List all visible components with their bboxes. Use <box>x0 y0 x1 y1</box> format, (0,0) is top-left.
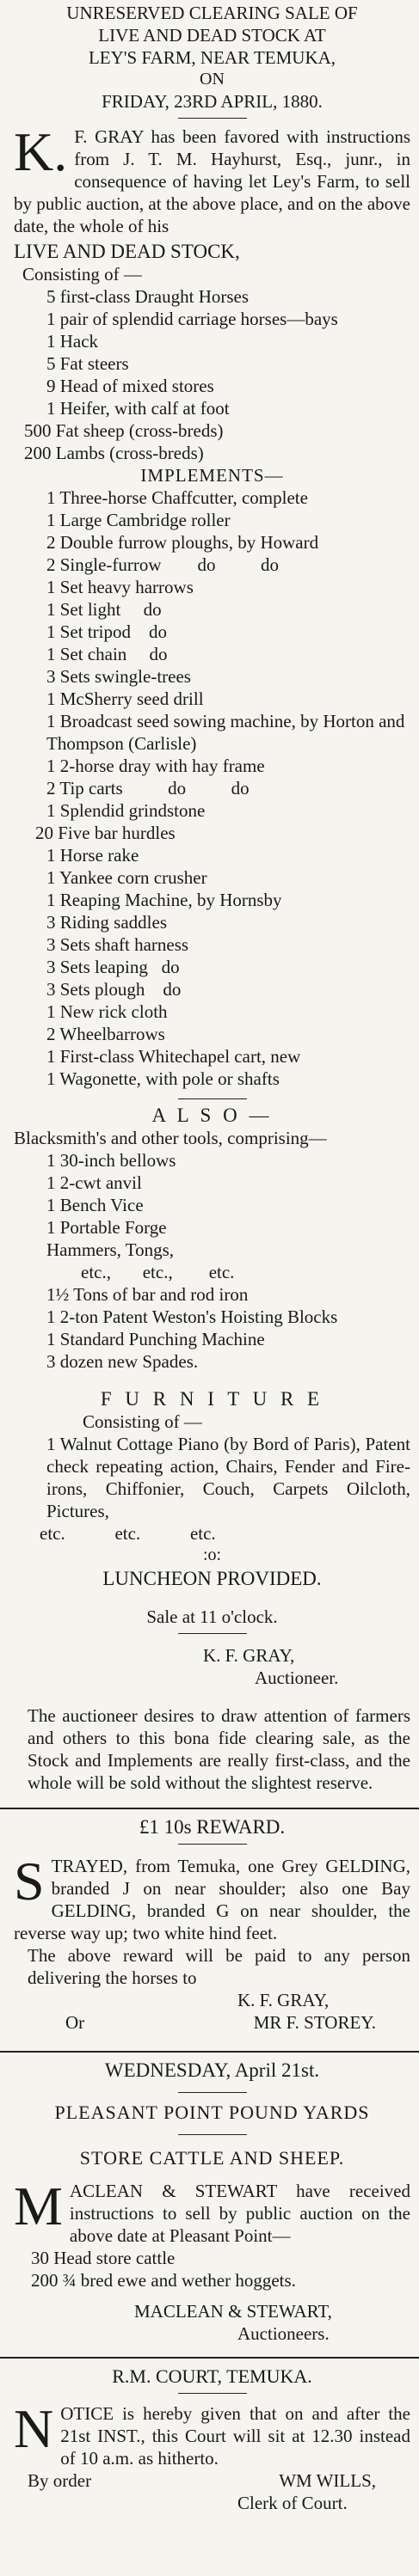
list-item: 1 Large Cambridge roller <box>46 510 231 530</box>
reward-title: £1 10s REWARD. <box>139 1816 286 1838</box>
sale-date: FRIDAY, 23RD APRIL, 1880. <box>102 91 323 112</box>
list-item: 5 first-class Draught Horses <box>46 286 250 307</box>
list-item: 3 Sets leaping do <box>46 957 180 977</box>
list-item: 1 2-cwt anvil <box>46 1172 142 1193</box>
list-item: Hammers, Tongs, <box>46 1239 175 1260</box>
list-item: 1 First-class Whitechapel cart, new <box>46 1046 301 1067</box>
also-intro: Blacksmith's and other tools, comprising— <box>14 1128 327 1148</box>
list-item: 9 Head of mixed stores <box>46 376 214 396</box>
pound-firm: MACLEAN & STEWART, <box>134 2301 332 2322</box>
list-item: 2 Single-furrow do do <box>46 554 280 575</box>
list-item: 1 Hack <box>46 331 99 352</box>
court-signer: WM WILLS, <box>279 2470 376 2491</box>
pound-firm-title: Auctioneers. <box>237 2323 330 2344</box>
list-item: 200 ¾ bred ewe and wether hoggets. <box>31 2270 296 2291</box>
divider <box>178 1844 247 1845</box>
furniture-text: 1 Walnut Cottage Piano (by Bord of Paris), Patent check repeating action, Chairs, Fender and Fire-irons, Chiffonier, Couch, Carpets Oilcloth, Pictures, <box>46 1434 410 1521</box>
pound-date: WEDNESDAY, April 21st. <box>104 2059 320 2081</box>
list-item: etc., etc., etc. <box>81 1262 235 1282</box>
list-item: 5 Fat steers <box>46 353 129 374</box>
list-item: 1 Set heavy harrows <box>46 577 194 597</box>
list-item: 1 Wagonette, with pole or shafts <box>46 1068 280 1089</box>
implements-list <box>14 486 410 1090</box>
list-item: 1 2-ton Patent Weston's Hoisting Blocks <box>46 1306 338 1327</box>
list-item: 1 Set chain do <box>46 644 168 664</box>
sale-header-line-1: UNRESERVED CLEARING SALE OF <box>66 3 358 23</box>
ad-separator <box>0 2051 419 2053</box>
court-text: OTICE is hereby given that on and after the 21st INST., this Court will sit at 12.30 instead of 10 a.m. as hitherto. <box>60 2403 410 2469</box>
contact-name-1: K. F. GRAY, <box>237 1990 330 2010</box>
list-item: 1 Three-horse Chaffcutter, complete <box>46 487 308 508</box>
pound-text: ACLEAN & STEWART have received instructions to sell by public auction on the above date at Pleasant Point— <box>69 2181 410 2246</box>
list-item: 1 Yankee corn crusher <box>46 867 207 888</box>
pound-items <box>14 2247 410 2291</box>
sale-header-on: ON <box>200 70 225 89</box>
list-item: 1 Portable Forge <box>46 1217 167 1238</box>
auctioneer-name: K. F. GRAY, <box>203 1645 295 1666</box>
list-item: 1 Reaping Machine, by Hornsby <box>46 890 282 910</box>
list-item: 1 McSherry seed drill <box>46 688 204 709</box>
drop-cap-n: N <box>14 2398 54 2459</box>
list-item: 1 Heifer, with calf at foot <box>46 398 230 419</box>
list-item: 2 Tip carts do do <box>46 778 250 798</box>
section-furniture: F U R N I T U R E <box>100 1388 324 1410</box>
list-item: 200 Lambs (cross-breds) <box>24 443 204 463</box>
divider <box>178 2134 247 2135</box>
intro-text: F. GRAY has been favored with instructions from J. T. M. Hayhurst, Esq., junr., in consequence of having let Ley's Farm, to sell by public auction, at the above place, and on the above date, the whole of his <box>14 126 410 236</box>
contact-name-2: MR F. STOREY. <box>253 2012 376 2033</box>
ad-separator <box>0 2357 419 2359</box>
furniture-consisting: Consisting of — <box>83 1411 202 1432</box>
list-item: 500 Fat sheep (cross-breds) <box>24 420 224 441</box>
luncheon-notice: LUNCHEON PROVIDED. <box>102 1568 322 1589</box>
list-item: 1½ Tons of bar and rod iron <box>46 1284 249 1305</box>
list-item: 1 Bench Vice <box>46 1195 144 1215</box>
reward-text-2: The above reward will be paid to any person delivering the horses to <box>28 1945 410 1988</box>
pound-title: STORE CATTLE AND SHEEP. <box>79 2147 345 2169</box>
list-item: 3 Sets plough do <box>46 979 182 1000</box>
divider <box>178 2393 247 2394</box>
reward-paragraph <box>14 1851 410 1944</box>
court-notice-ad <box>0 2365 419 2514</box>
list-item: 3 dozen new Spades. <box>46 1351 199 1372</box>
pound-place: PLEASANT POINT POUND YARDS <box>54 2102 370 2123</box>
section-implements: IMPLEMENTS— <box>140 465 284 486</box>
list-item: 1 2-horse dray with hay frame <box>46 756 265 776</box>
list-item: 3 Sets swingle-trees <box>46 666 191 687</box>
court-paragraph <box>14 2398 410 2469</box>
divider <box>178 1098 247 1099</box>
furniture-etc: etc. etc. etc. <box>40 1523 216 1544</box>
list-item: 1 Standard Punching Machine <box>46 1329 265 1349</box>
list-item: 1 30-inch bellows <box>46 1150 176 1171</box>
reward-ad <box>0 1816 419 2034</box>
sale-time: Sale at 11 o'clock. <box>146 1606 278 1627</box>
divider-ornament: :o: <box>202 1545 222 1564</box>
court-signer-title: Clerk of Court. <box>237 2493 348 2513</box>
auctioneer-title: Auctioneer. <box>255 1667 339 1688</box>
drop-cap-k: K. <box>14 121 68 182</box>
list-item: 1 New rick cloth <box>46 1001 168 1022</box>
pound-paragraph <box>14 2175 410 2247</box>
pound-yards-ad <box>0 2059 419 2345</box>
list-item: 1 pair of splendid carriage horses—bays <box>46 309 338 329</box>
list-item: 20 Five bar hurdles <box>35 823 176 843</box>
sale-header-line-3: LEY'S FARM, NEAR TEMUKA, <box>88 47 336 68</box>
stock-list <box>14 285 410 464</box>
divider <box>178 1633 247 1634</box>
consisting-label: Consisting of — <box>22 264 142 285</box>
list-item: 1 Set light do <box>46 599 162 620</box>
list-item: 1 Splendid grindstone <box>46 800 206 821</box>
sale-header-line-2: LIVE AND DEAD STOCK AT <box>98 25 326 46</box>
list-item: 30 Head store cattle <box>31 2248 176 2268</box>
list-item: 1 Horse rake <box>46 845 139 866</box>
by-order-label: By order <box>28 2470 92 2491</box>
section-live-dead-stock: LIVE AND DEAD STOCK, <box>14 241 240 262</box>
list-item: 1 Set tripod do <box>46 621 167 642</box>
list-item: 2 Double furrow ploughs, by Howard <box>46 532 319 553</box>
closing-paragraph: The auctioneer desires to draw attention of farmers and others to this bona fide clearing sale, as the Stock and Implements are really first-class, and the whole will be sold without the slightest reserve. <box>28 1705 410 1793</box>
reward-text: TRAYED, from Temuka, one Grey GELDING, branded J on near shoulder; also one Bay GELDING, branded G on near shoulder, the reverse way up; two white hind feet. <box>14 1856 410 1943</box>
list-item: 3 Riding saddles <box>46 912 167 933</box>
drop-cap-m: M <box>14 2175 63 2236</box>
list-item: 2 Wheelbarrows <box>46 1024 165 1044</box>
intro-paragraph <box>14 121 410 237</box>
list-item: 3 Sets shaft harness <box>46 934 189 955</box>
ad-separator <box>0 1808 419 1809</box>
or-label: Or <box>65 2012 85 2033</box>
contact-row <box>14 2011 410 2034</box>
court-signature-row <box>14 2469 410 2492</box>
list-item: 1 Broadcast seed sowing machine, by Horton and Thompson (Carlisle) <box>46 711 405 754</box>
divider <box>178 2092 247 2093</box>
section-also: A L S O — <box>151 1104 273 1126</box>
tools-list <box>14 1149 410 1373</box>
drop-cap-s: S <box>14 1851 45 1912</box>
court-title: R.M. COURT, TEMUKA. <box>112 2365 312 2387</box>
divider <box>178 118 247 119</box>
